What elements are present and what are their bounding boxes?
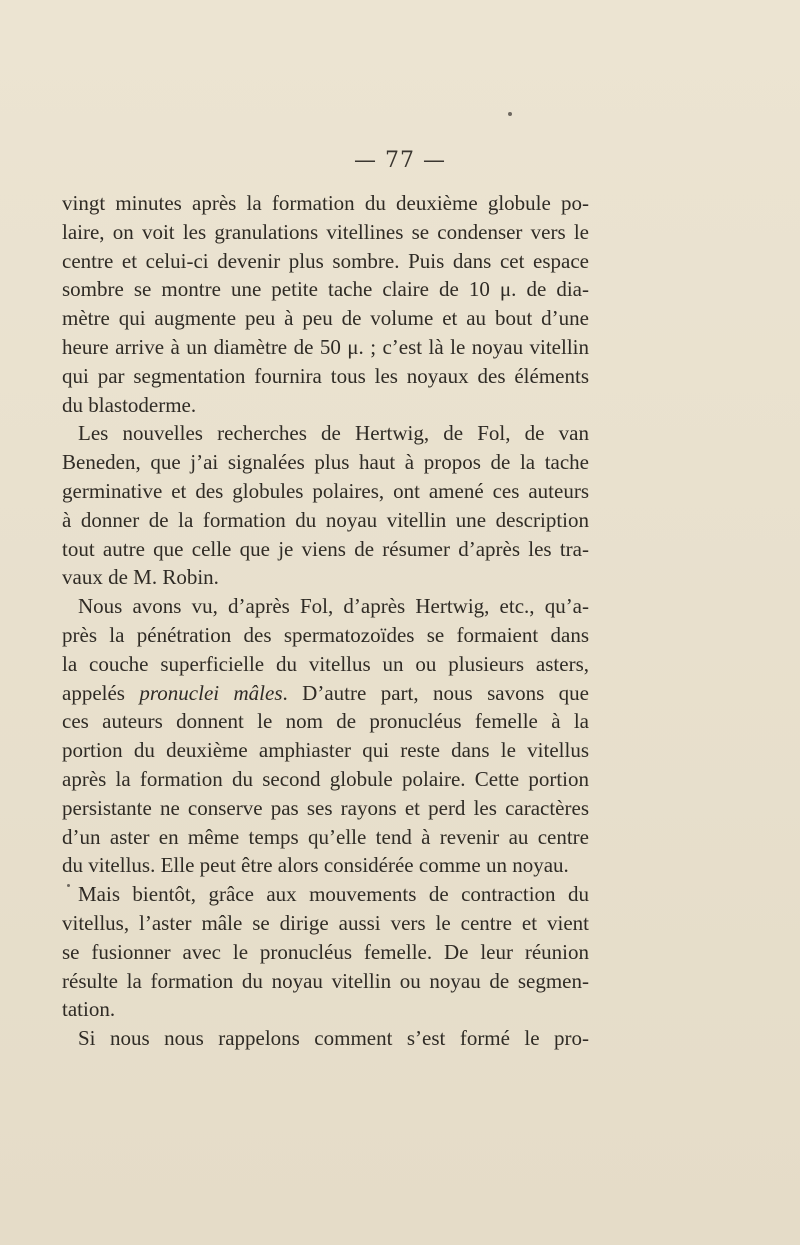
text-line: Si nous nous rappelons comment s’est formé le pro- [78, 1026, 589, 1051]
text-line: la couche superficielle du vitellus un ou plusieurs asters, [62, 651, 589, 676]
text-line: Les nouvelles recherches de Hertwig, de Fol, de van [78, 421, 589, 446]
text-line: qui par segmentation fournira tous les noyaux des éléments [62, 363, 589, 388]
text-line: laire, on voit les granulations vitellines se condenser vers le [62, 219, 589, 244]
text-line: à donner de la formation du noyau vitellin une description [62, 507, 589, 532]
text-line: germinative et des globules polaires, ont amené ces auteurs [62, 478, 589, 503]
text-line: résulte la formation du noyau vitellin ou noyau de segmen- [62, 968, 589, 993]
page-number: — 77 — [354, 148, 446, 173]
text-line: persistante ne conserve pas ses rayons et perd les caractères [62, 795, 589, 820]
body-text [62, 189, 589, 1053]
italic-term: pronuclei mâles [139, 680, 283, 705]
text-line: tout autre que celle que je viens de résumer d’après les tra- [62, 536, 589, 561]
text-line: vingt minutes après la formation du deuxième globule po- [62, 191, 589, 215]
text-line: près la pénétration des spermatozoïdes se formaient dans [62, 622, 589, 647]
ink-speck [508, 112, 512, 116]
text-line: vaux de M. Robin. [62, 565, 219, 590]
text-line: Nous avons vu, d’après Fol, d’après Hertwig, etc., qu’a- [78, 594, 589, 619]
text-line: se fusionner avec le pronucléus femelle. De leur réunion [62, 939, 589, 964]
text-line: portion du deuxième amphiaster qui reste dans le vitellus [62, 738, 589, 763]
text-line: du vitellus. Elle peut être alors considérée comme un noyau. [62, 853, 569, 878]
text-line: ces auteurs donnent le nom de pronucléus femelle à la [62, 709, 589, 734]
text-line: Mais bientôt, grâce aux mouvements de contraction du [78, 882, 589, 907]
text-line: appelés pronuclei mâles. D’autre part, nous savons que [62, 680, 589, 705]
text-line: après la formation du second globule polaire. Cette portion [62, 766, 589, 791]
text-line: mètre qui augmente peu à peu de volume et au bout d’une [62, 306, 589, 331]
ink-speck [67, 884, 70, 887]
text-line: sombre se montre une petite tache claire de 10 μ. de dia- [62, 277, 589, 302]
text-line: tation. [62, 997, 116, 1022]
text-line: centre et celui-ci devenir plus sombre. Puis dans cet espace [62, 248, 589, 273]
text-line: vitellus, l’aster mâle se dirige aussi vers le centre et vient [62, 910, 589, 935]
text-line: Beneden, que j’ai signalées plus haut à propos de la tache [62, 450, 589, 475]
text-line: d’un aster en même temps qu’elle tend à revenir au centre [62, 824, 589, 849]
text-line: heure arrive à un diamètre de 50 μ. ; c’est là le noyau vitellin [62, 334, 589, 359]
text-line: du blastoderme. [62, 392, 197, 417]
